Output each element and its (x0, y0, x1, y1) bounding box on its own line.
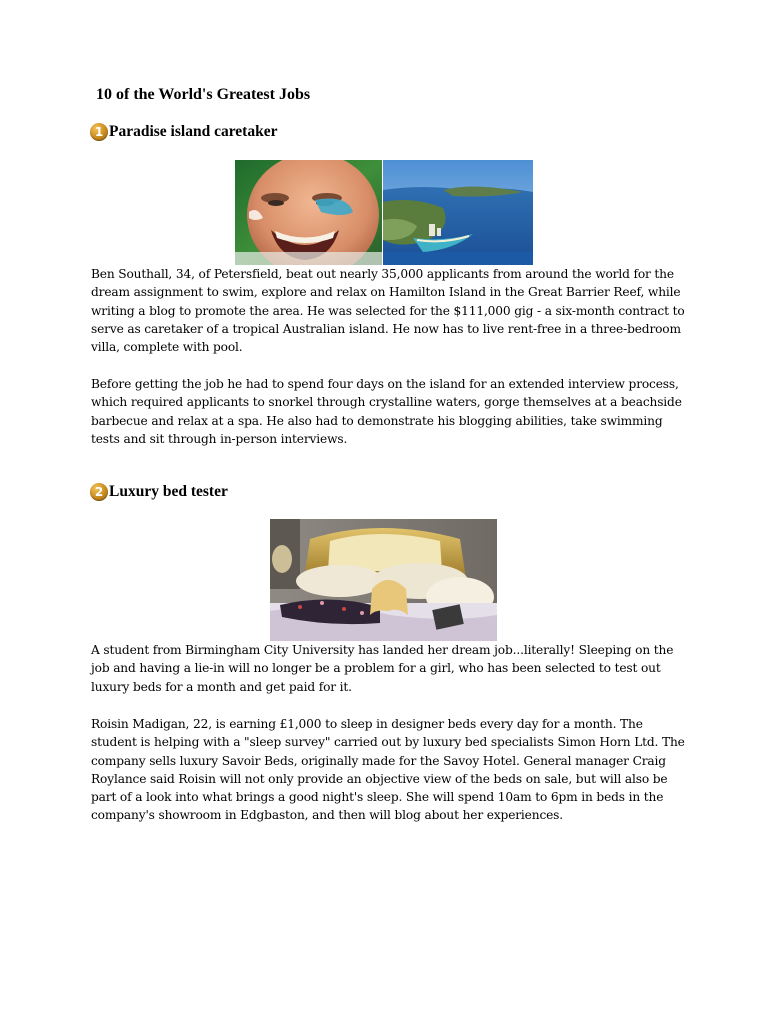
section-2-paragraph-2: Roisin Madigan, 22, is earning £1,000 to sleep in designer beds every day for a month. The student is helping with a "sleep survey" carried out by luxury bed specialists Simon Horn Ltd. The company sells luxury Savoir Beds, originally made for the Savoy Hotel. General manager Craig Roylance said Roisin will not only provide an objective view of the beds on sale, but will also be part of a look into what brings a good night's sleep. She will spend 10am to 6pm in beds in the company's showroom in Edgbaston, and then will blog about her experiences. (91, 717, 685, 823)
section-1-paragraph-2: Before getting the job he had to spend four days on the island for an extended interview process, which required applicants to snorkel through crystalline waters, gorge themselves at a beachside barbecue and relax at a spa. He also had to demonstrate his blogging abilities, take swimming tests and sit through in-person interviews. (91, 377, 682, 446)
section-heading-2-label: Luxury bed tester (109, 483, 228, 500)
section-heading-2 (90, 483, 228, 501)
section-1-paragraph-1: Ben Southall, 34, of Petersfield, beat out nearly 35,000 applicants from around the world for the dream assignment to swim, explore and relax on Hamilton Island in the Great Barrier Reef, while writing a blog to promote the area. He was selected for the $111,000 gig - a six-month contract to serve as caretaker of a tropical Australian island. He now has to live rent-free in a three-bedroom villa, complete with pool. (91, 267, 685, 355)
caretaker-portrait-image (235, 160, 382, 265)
number-two-icon: 2 (90, 483, 108, 501)
section-2-paragraph-1: A student from Birmingham City University has landed her dream job...literally! Sleeping on the job and having a lie-in will no longer be a problem for a girl, who has been selected to test out luxury beds for a month and get paid for it. (91, 643, 674, 694)
island-aerial-image (383, 160, 533, 265)
page-title: 10 of the World's Greatest Jobs (96, 86, 311, 103)
number-one-icon: 1 (90, 123, 108, 141)
bed-tester-image (270, 519, 497, 641)
section-heading-1-label: Paradise island caretaker (109, 123, 278, 140)
section-heading-1 (90, 123, 277, 141)
